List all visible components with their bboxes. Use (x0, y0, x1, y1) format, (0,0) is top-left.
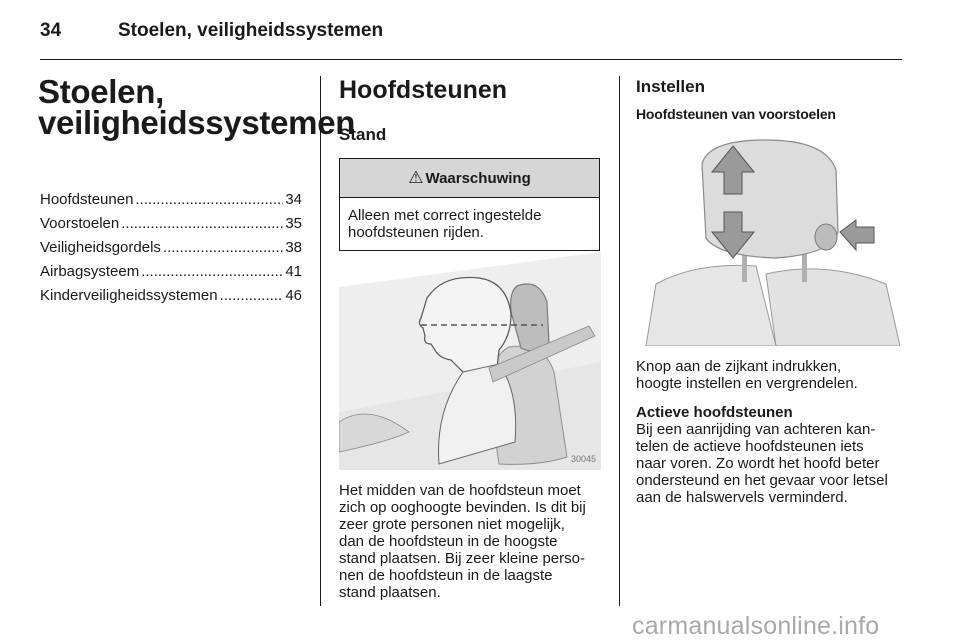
page-number: 34 (40, 20, 62, 41)
text-line: Het midden van de hoofdsteun moet (339, 482, 581, 499)
text-line: telen de actieve hoofdsteunen iets (636, 438, 864, 455)
warning-body (340, 198, 599, 250)
toc-label: Kinderveiligheidssystemen (40, 287, 218, 304)
toc-leader (163, 236, 283, 260)
instellen-text-block (636, 358, 901, 506)
column-toc (38, 73, 356, 308)
toc-label: Airbagsysteem (40, 263, 140, 280)
text-line: aan de halswervels verminderd. (636, 489, 848, 506)
toc-entry[interactable] (40, 236, 302, 260)
watermark: carmanualsonline.info (632, 612, 880, 640)
running-title: Stoelen, veiligheidssystemen (118, 20, 384, 41)
warning-line: Alleen met correct ingestelde (348, 207, 542, 224)
toc-entry[interactable] (40, 260, 302, 284)
toc-page: 41 (285, 263, 302, 280)
section-title: Hoofdsteunen (339, 76, 508, 104)
text-line: nen de hoofdsteun in de laagste (339, 567, 553, 584)
text-line: ondersteund en het gevaar voor letsel (636, 472, 888, 489)
toc-label: Veiligheidsgordels (40, 239, 161, 256)
text-line: hoogte instellen en vergrendelen. (636, 375, 858, 392)
text-line: Bij een aanrijding van achteren kan- (636, 421, 876, 438)
warning-header (340, 159, 599, 198)
chapter-title-line1: Stoelen, (38, 73, 164, 110)
stand-text-block (339, 482, 601, 601)
toc-leader (220, 284, 284, 308)
toc-leader (121, 212, 283, 236)
head-restraint-position-illustration (339, 252, 601, 470)
toc-page: 34 (285, 191, 302, 208)
warning-title: Waarschuwing (425, 169, 531, 187)
toc-leader (135, 188, 283, 212)
instellen-subtitle: Hoofdsteunen van voorstoelen (636, 106, 836, 122)
warning-triangle-icon: ⚠ (408, 168, 424, 187)
chapter-title (38, 73, 356, 141)
column-divider-1 (320, 76, 321, 606)
instellen-title: Instellen (636, 77, 705, 96)
text-line: zeer grote personen niet mogelijk, (339, 516, 565, 533)
figure-number: 30045 (571, 454, 597, 464)
table-of-contents (40, 188, 302, 308)
toc-label: Voorstoelen (40, 215, 120, 232)
column-position (339, 76, 601, 251)
text-line: dan de hoofdsteun in de hoogste (339, 533, 558, 550)
text-line: Knop aan de zijkant indrukken, (636, 358, 842, 375)
toc-page: 38 (285, 239, 302, 256)
text-line: stand plaatsen. Bij zeer kleine perso- (339, 550, 585, 567)
page-header (40, 18, 902, 58)
toc-page: 46 (285, 287, 302, 304)
active-restraints-paragraph (636, 404, 901, 506)
toc-entry[interactable] (40, 212, 302, 236)
section-subtitle: Stand (339, 125, 387, 144)
column-adjust (636, 76, 901, 122)
instellen-caption (636, 358, 901, 392)
text-line: zich op ooghoogte bevinden. Is dit bij (339, 499, 586, 516)
warning-box (339, 158, 600, 251)
warning-line: hoofdsteunen rijden. (348, 224, 484, 241)
toc-leader (141, 260, 283, 284)
column-divider-2 (619, 76, 620, 606)
toc-page: 35 (285, 215, 302, 232)
stand-paragraph (339, 482, 601, 601)
chapter-title-line2: veiligheidssystemen (38, 104, 356, 141)
text-line: naar voren. Zo wordt het hoofd beter (636, 455, 880, 472)
active-restraints-title: Actieve hoofdsteunen (636, 404, 793, 421)
toc-label: Hoofdsteunen (40, 191, 134, 208)
toc-entry[interactable] (40, 188, 302, 212)
head-restraint-adjust-illustration (636, 134, 900, 346)
header-rule (40, 59, 902, 60)
text-line: stand plaatsen. (339, 584, 441, 601)
toc-entry[interactable] (40, 284, 302, 308)
